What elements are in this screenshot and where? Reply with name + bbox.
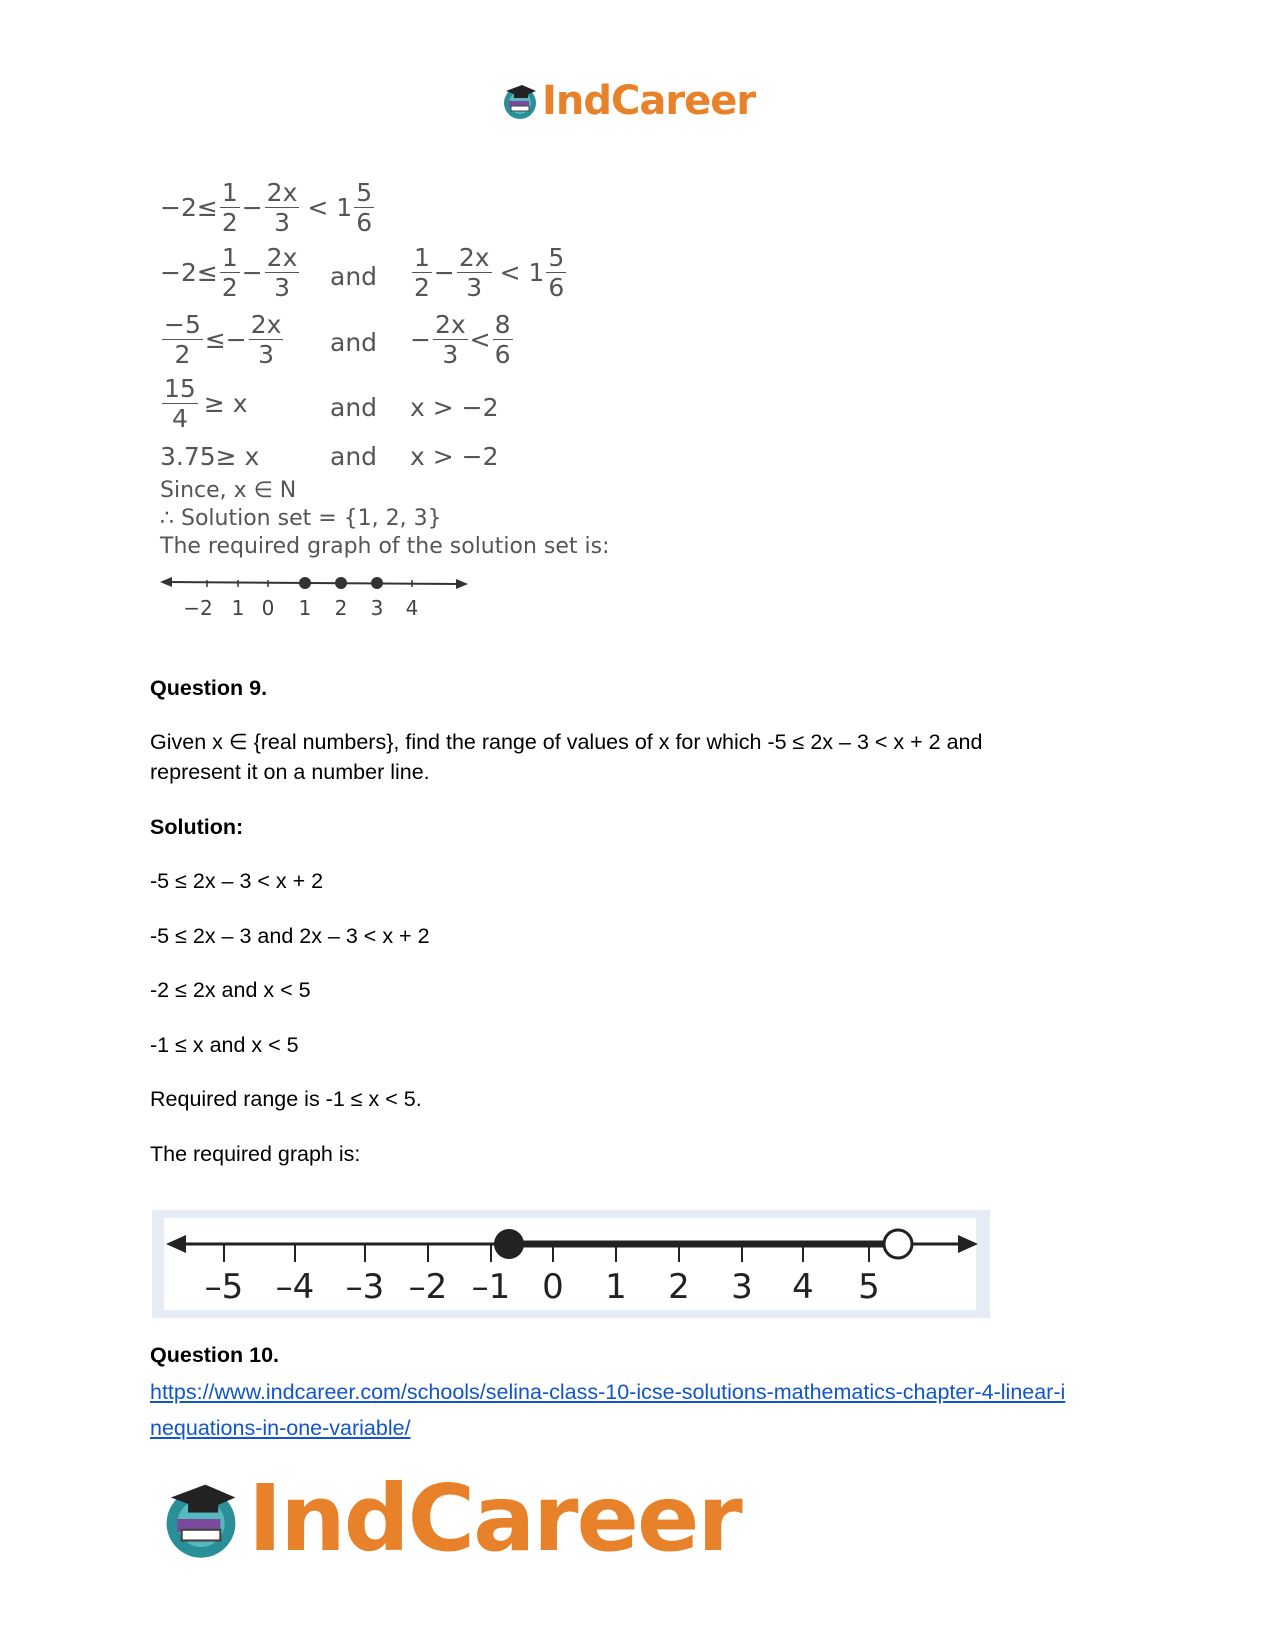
numerator: −5 bbox=[164, 310, 201, 339]
fraction bbox=[354, 180, 374, 235]
text: < 1 bbox=[307, 193, 353, 222]
text: −2≤ bbox=[160, 258, 218, 287]
numerator: 2x bbox=[250, 310, 282, 339]
solution-step: Required range is -1 ≤ x < 5. bbox=[150, 1087, 422, 1111]
graph-caption: The required graph of the solution set is: bbox=[160, 534, 610, 559]
fraction bbox=[265, 245, 300, 300]
numerator: 2x bbox=[266, 178, 298, 207]
inequality-line-3-left bbox=[160, 312, 285, 367]
denominator: 6 bbox=[356, 208, 373, 237]
source-link-line-1[interactable]: https://www.indcareer.com/schools/selina-class-10-icse-solutions-mathematics-chapter-4-linear-i bbox=[150, 1380, 1066, 1404]
tick-label: 1 bbox=[605, 1267, 627, 1307]
denominator: 2 bbox=[174, 340, 191, 369]
tick-label: 2 bbox=[334, 596, 348, 620]
fraction bbox=[249, 312, 284, 367]
numerator: 2x bbox=[266, 243, 298, 272]
numerator: 5 bbox=[356, 178, 373, 207]
question-9-text-line-1: Given x ∈ {real numbers}, find the range of values of x for which -5 ≤ 2x – 3 < x + 2 and bbox=[150, 730, 983, 754]
number-line-2-panel bbox=[152, 1210, 990, 1318]
solution-point bbox=[335, 577, 347, 589]
tick-label: 2 bbox=[668, 1267, 690, 1307]
tick-label: 0 bbox=[261, 596, 275, 620]
tick-label: 5 bbox=[858, 1267, 880, 1307]
tick-label: 0 bbox=[542, 1267, 564, 1307]
footer-logo bbox=[158, 1465, 741, 1572]
denominator: 4 bbox=[171, 404, 188, 433]
text: x > −2 bbox=[410, 393, 499, 422]
graduation-globe-icon bbox=[158, 1476, 244, 1562]
closed-endpoint bbox=[494, 1229, 524, 1259]
numerator: 2x bbox=[458, 243, 490, 272]
since-text: Since, x ∈ N bbox=[160, 478, 297, 503]
fraction bbox=[546, 245, 566, 300]
solution-scan-image bbox=[160, 178, 610, 640]
text: −2≤ bbox=[160, 193, 218, 222]
text: ≥ x bbox=[203, 389, 248, 418]
denominator: 3 bbox=[274, 208, 290, 237]
number-line-1 bbox=[160, 570, 480, 622]
inequality-line-4-left bbox=[160, 376, 248, 431]
numerator: 1 bbox=[414, 243, 430, 272]
fraction bbox=[220, 180, 240, 235]
text: < 1 bbox=[499, 258, 545, 287]
header-logo bbox=[500, 78, 755, 124]
solution-point bbox=[299, 577, 311, 589]
right-arrow bbox=[456, 579, 468, 589]
logo-wordmark: IndCareer bbox=[542, 78, 756, 124]
question-9-heading: Question 9. bbox=[150, 676, 268, 700]
tick-label: –3 bbox=[345, 1267, 385, 1307]
tick-label: –1 bbox=[471, 1267, 511, 1307]
text: − bbox=[241, 193, 263, 222]
numerator: 15 bbox=[164, 374, 196, 403]
tick-label: –5 bbox=[204, 1267, 244, 1307]
text: ≤− bbox=[204, 325, 247, 354]
and-word: and bbox=[330, 393, 378, 422]
tick-label: 1 bbox=[298, 596, 312, 620]
tick-label: –2 bbox=[408, 1267, 448, 1307]
fraction bbox=[220, 245, 240, 300]
numerator: 1 bbox=[221, 243, 238, 272]
fraction bbox=[493, 312, 513, 367]
tick-label: 3 bbox=[370, 596, 384, 620]
solution-set-text: ∴ Solution set = {1, 2, 3} bbox=[160, 506, 442, 531]
and-word: and bbox=[330, 442, 378, 471]
text: < bbox=[469, 325, 491, 354]
solution-step: -2 ≤ 2x and x < 5 bbox=[150, 978, 311, 1002]
numerator: 2x bbox=[434, 310, 466, 339]
numerator: 5 bbox=[548, 243, 565, 272]
logo-wordmark: IndCareer bbox=[248, 1465, 741, 1572]
fraction bbox=[162, 312, 203, 367]
fraction bbox=[412, 245, 432, 300]
denominator: 3 bbox=[274, 273, 290, 302]
tick-label: −2 bbox=[183, 596, 213, 620]
text: − bbox=[433, 258, 455, 287]
denominator: 3 bbox=[442, 340, 459, 369]
tick-label: 4 bbox=[405, 596, 419, 620]
left-arrow bbox=[160, 577, 172, 587]
source-link-line-2[interactable]: nequations-in-one-variable/ bbox=[150, 1416, 411, 1440]
fraction bbox=[457, 245, 492, 300]
denominator: 2 bbox=[221, 208, 238, 237]
numerator: 1 bbox=[221, 178, 238, 207]
open-endpoint bbox=[884, 1230, 912, 1258]
tick-label: 1 bbox=[231, 596, 245, 620]
solution-step: -5 ≤ 2x – 3 < x + 2 bbox=[150, 869, 324, 893]
tick-label: 3 bbox=[731, 1267, 753, 1307]
denominator: 3 bbox=[466, 273, 483, 302]
solution-label: Solution: bbox=[150, 815, 244, 839]
text: 3.75≥ x bbox=[160, 442, 260, 471]
denominator: 2 bbox=[221, 273, 238, 302]
text: − bbox=[241, 258, 263, 287]
solution-step: The required graph is: bbox=[150, 1142, 361, 1166]
solution-step: -1 ≤ x and x < 5 bbox=[150, 1033, 299, 1057]
fraction bbox=[162, 376, 198, 431]
denominator: 6 bbox=[494, 340, 511, 369]
and-word: and bbox=[330, 328, 378, 357]
denominator: 6 bbox=[548, 273, 565, 302]
question-10-heading: Question 10. bbox=[150, 1343, 280, 1367]
solution-point bbox=[371, 577, 383, 589]
inequality-line-2-right bbox=[410, 245, 568, 300]
graduation-globe-icon bbox=[500, 81, 540, 121]
text: x > −2 bbox=[410, 442, 499, 471]
tick-label: –4 bbox=[275, 1267, 315, 1307]
fraction bbox=[265, 180, 300, 235]
inequality-line-1 bbox=[160, 180, 376, 235]
denominator: 2 bbox=[414, 273, 430, 302]
fraction bbox=[433, 312, 468, 367]
inequality-line-2-left bbox=[160, 245, 301, 300]
question-9-text-line-2: represent it on a number line. bbox=[150, 760, 430, 784]
inequality-line-3-right bbox=[410, 312, 515, 367]
and-word: and bbox=[330, 262, 378, 291]
numerator: 8 bbox=[494, 310, 511, 339]
solution-step: -5 ≤ 2x – 3 and 2x – 3 < x + 2 bbox=[150, 924, 430, 948]
number-line-2 bbox=[152, 1210, 990, 1318]
denominator: 3 bbox=[258, 340, 275, 369]
text: − bbox=[410, 325, 431, 354]
tick-label: 4 bbox=[792, 1267, 814, 1307]
axis-line bbox=[166, 582, 460, 584]
